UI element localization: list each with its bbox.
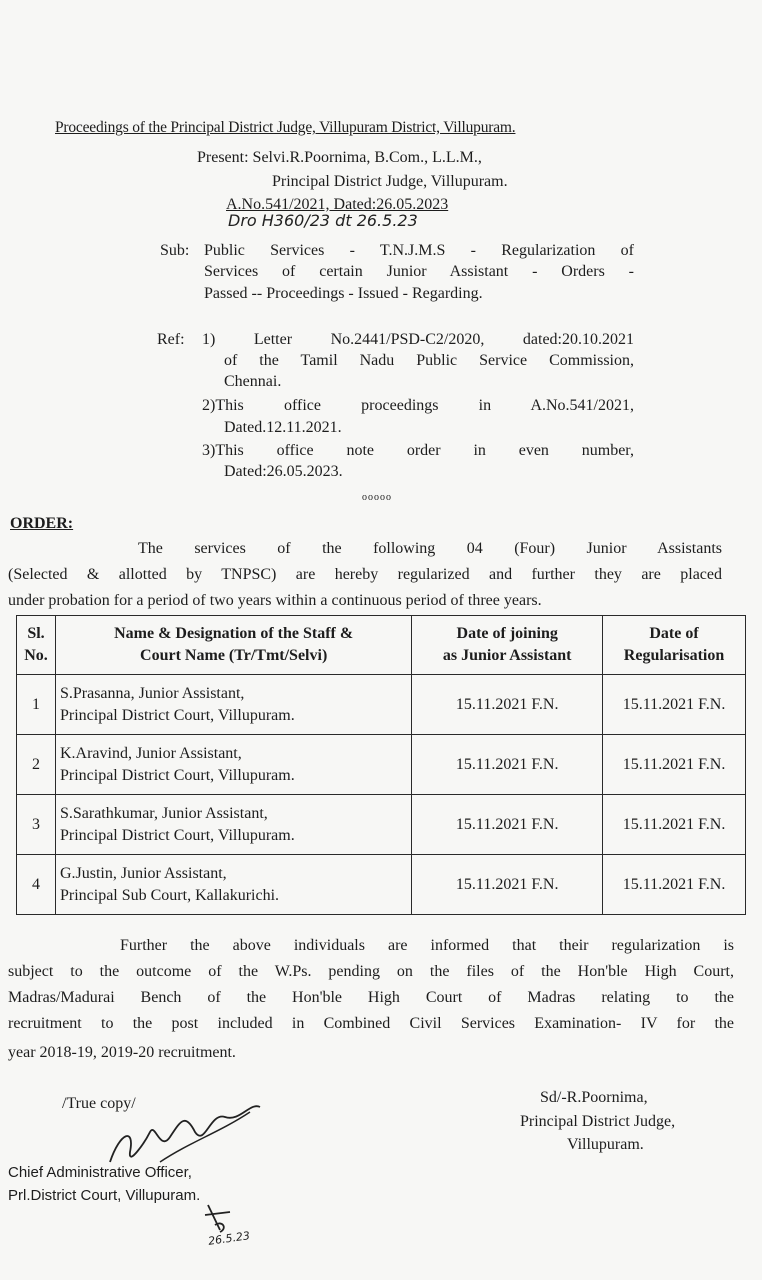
court-name: Principal District Court, Villupuram.: [59, 766, 295, 784]
header-text: Regularisation: [623, 647, 725, 664]
initials-scribble: [200, 1200, 240, 1235]
header-sl: [17, 616, 56, 675]
header-name: [55, 616, 411, 675]
staff-name: S.Sarathkumar, Junior Assistant,: [59, 804, 268, 822]
signatory-place: Villupuram.: [567, 1136, 644, 1153]
court-name: Principal Sub Court, Kallakurichi.: [59, 886, 280, 904]
cell-name: [55, 735, 411, 795]
header-joining: [412, 616, 603, 675]
cell-name: [55, 855, 411, 915]
staff-table: [16, 615, 746, 915]
cell-joining: 15.11.2021 F.N.: [412, 855, 603, 915]
subject-label: Sub:: [160, 242, 190, 259]
order-heading: ORDER:: [10, 515, 74, 532]
reference-1-line-2: of the Tamil Nadu Public Service Commission,: [224, 352, 634, 369]
header-text: Date of joining: [456, 625, 558, 642]
present-line-1: Present: Selvi.R.Poornima, B.Com., L.L.M.,: [197, 149, 482, 166]
cao-line-2: Prl.District Court, Villupuram.: [8, 1187, 201, 1204]
order-line-1: The services of the following 04 (Four) Junior Assistants: [138, 540, 722, 557]
cell-regularisation: 15.11.2021 F.N.: [603, 735, 746, 795]
signatory-designation: Principal District Judge,: [520, 1113, 676, 1130]
table-row: [17, 855, 746, 915]
header-text: as Junior Assistant: [442, 647, 572, 664]
staff-name: S.Prasanna, Junior Assistant,: [59, 684, 245, 702]
further-line-4: recruitment to the post included in Combined Civil Services Examination- IV for the: [8, 1015, 734, 1032]
cell-name: [55, 795, 411, 855]
subject-line-3: Passed -- Proceedings - Issued - Regarding.: [204, 285, 483, 302]
present-line-2: Principal District Judge, Villupuram.: [272, 173, 508, 190]
subject-line-1: Public Services - T.N.J.M.S - Regularization of: [204, 242, 634, 259]
cell-joining: 15.11.2021 F.N.: [412, 795, 603, 855]
signatory-name: Sd/-R.Poornima,: [540, 1089, 648, 1106]
separator: ooooo: [362, 492, 392, 503]
header-regularisation: [603, 616, 746, 675]
order-line-3: under probation for a period of two years within a continuous period of three years.: [8, 592, 542, 609]
reference-1-line-3: Chennai.: [224, 373, 282, 390]
header-text: Name & Designation of the Staff &: [114, 625, 354, 642]
further-line-2: subject to the outcome of the W.Ps. pending on the files of the Hon'ble High Court,: [8, 963, 734, 980]
reference-3-line-1: 3)This office note order in even number,: [202, 442, 634, 459]
staff-name: K.Aravind, Junior Assistant,: [59, 744, 242, 762]
staff-name: G.Justin, Junior Assistant,: [59, 864, 227, 882]
reference-1-line-1: 1) Letter No.2441/PSD-C2/2020, dated:20.10.2021: [202, 331, 634, 348]
cell-joining: 15.11.2021 F.N.: [412, 675, 603, 735]
cell-sl: 4: [17, 855, 56, 915]
cao-line-1: Chief Administrative Officer,: [8, 1164, 192, 1181]
court-name: Principal District Court, Villupuram.: [59, 826, 295, 844]
true-copy: /True copy/: [62, 1095, 136, 1112]
cell-joining: 15.11.2021 F.N.: [412, 735, 603, 795]
signature-scribble: [100, 1092, 270, 1172]
cell-sl: 3: [17, 795, 56, 855]
header-text: Sl.: [27, 625, 45, 642]
table-row: [17, 795, 746, 855]
handwritten-date: 26.5.23: [207, 1229, 251, 1248]
reference-3-line-2: Dated:26.05.2023.: [224, 463, 343, 480]
court-name: Principal District Court, Villupuram.: [59, 706, 295, 724]
application-number: A.No.541/2021, Dated:26.05.2023: [226, 196, 449, 213]
cell-regularisation: 15.11.2021 F.N.: [603, 795, 746, 855]
reference-2-line-2: Dated.12.11.2021.: [224, 419, 342, 436]
table-row: [17, 735, 746, 795]
table-row: [17, 675, 746, 735]
header-text: No.: [24, 647, 48, 664]
reference-label: Ref:: [157, 331, 185, 348]
handwritten-reference: Dro H360/23 dt 26.5.23: [228, 211, 418, 230]
table-header-row: [17, 616, 746, 675]
subject-line-2: Services of certain Junior Assistant - Orders -: [204, 263, 634, 280]
cell-regularisation: 15.11.2021 F.N.: [603, 855, 746, 915]
further-line-3: Madras/Madurai Bench of the Hon'ble High Court of Madras relating to the: [8, 989, 734, 1006]
header-text: Court Name (Tr/Tmt/Selvi): [140, 647, 328, 664]
order-line-2: (Selected & allotted by TNPSC) are hereby regularized and further they are placed: [8, 566, 722, 583]
reference-2-line-1: 2)This office proceedings in A.No.541/2021,: [202, 397, 634, 414]
cell-sl: 2: [17, 735, 56, 795]
header-text: Date of: [649, 625, 699, 642]
cell-regularisation: 15.11.2021 F.N.: [603, 675, 746, 735]
further-line-5: year 2018-19, 2019-20 recruitment.: [8, 1044, 236, 1061]
document-title: Proceedings of the Principal District Judge, Villupuram District, Villupuram.: [55, 119, 516, 136]
cell-name: [55, 675, 411, 735]
cell-sl: 1: [17, 675, 56, 735]
further-line-1: Further the above individuals are informed that their regularization is: [120, 937, 734, 954]
